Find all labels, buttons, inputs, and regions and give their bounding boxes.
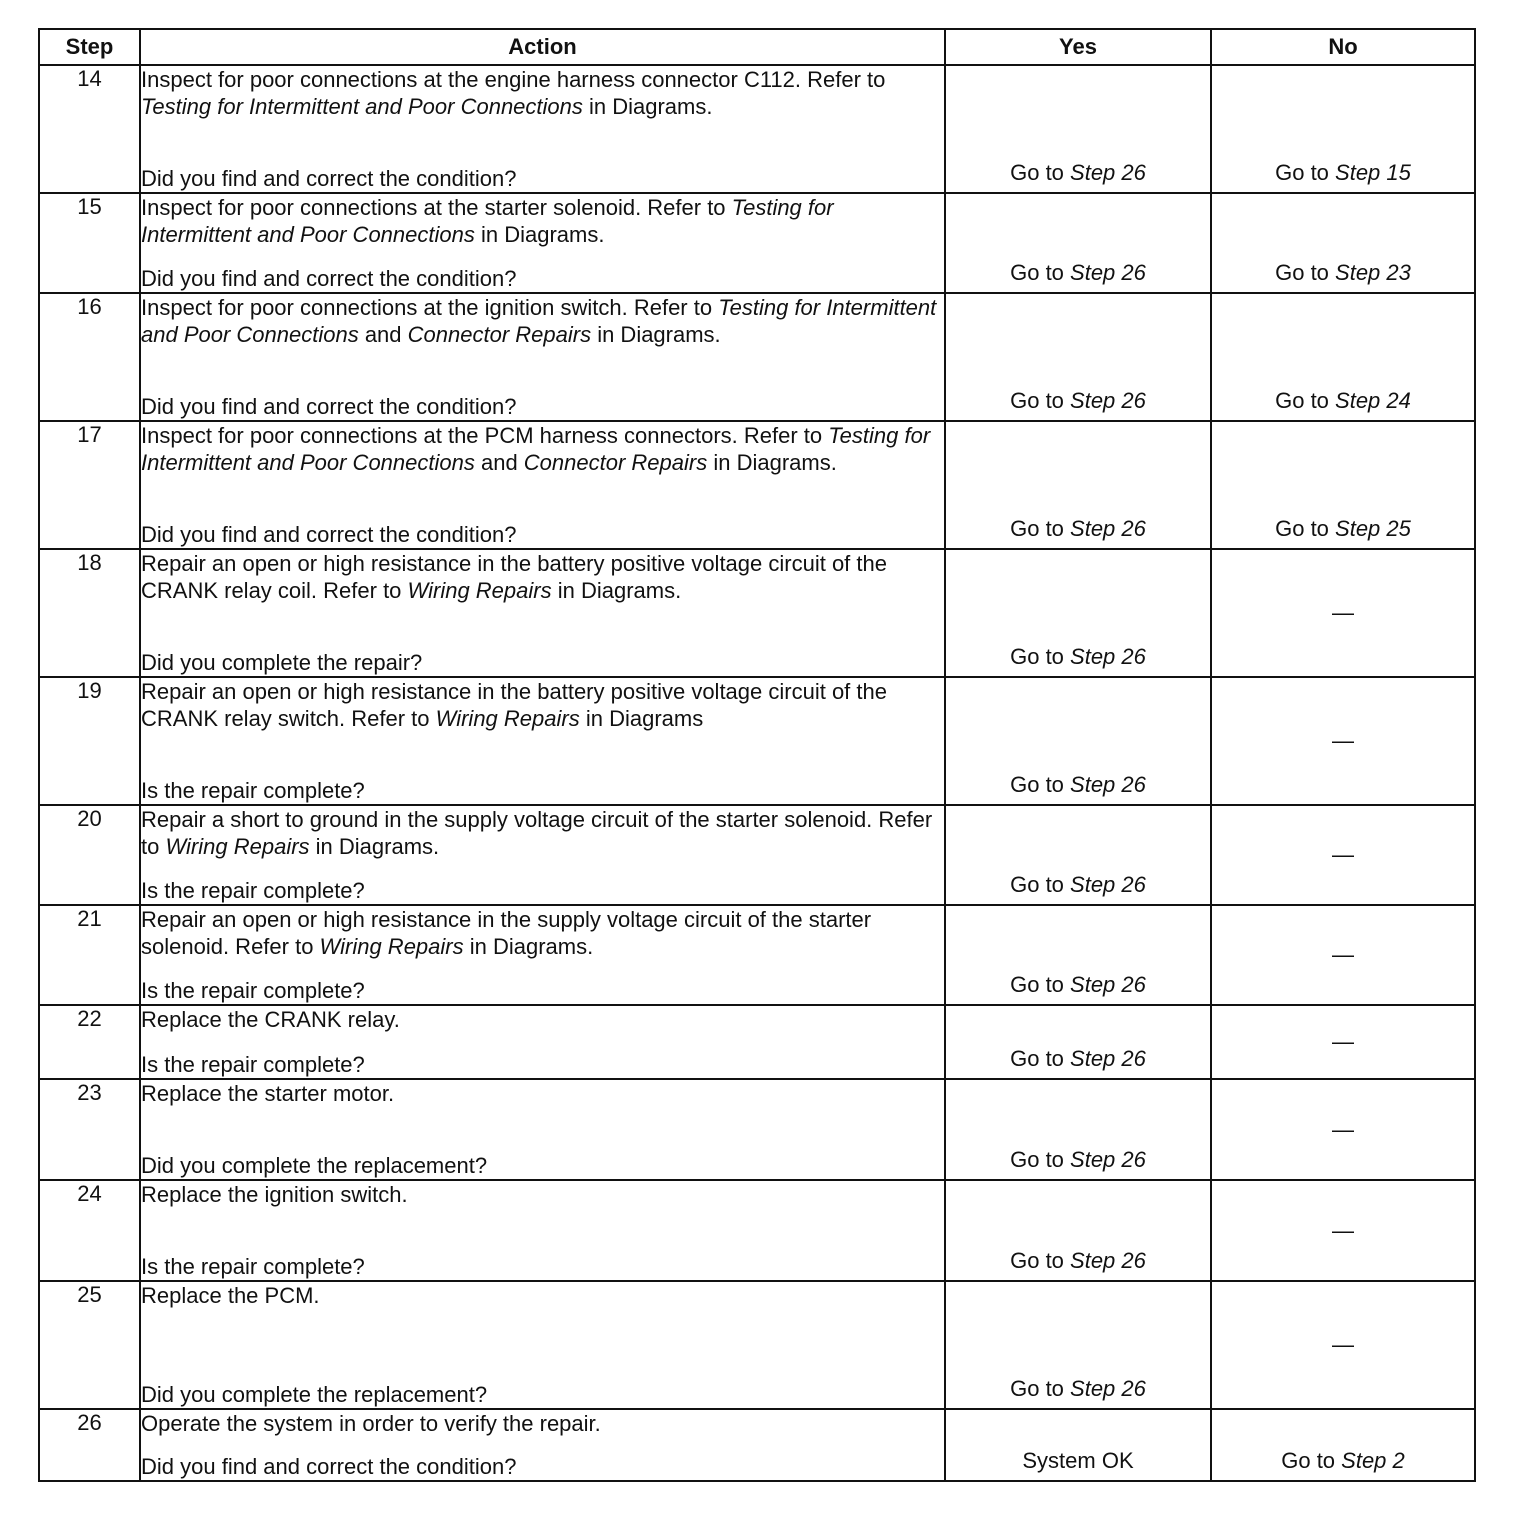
result-prefix: Go to xyxy=(1010,1147,1071,1172)
no-result xyxy=(1211,293,1475,421)
instruction-text: and xyxy=(358,322,408,347)
step-number: 26 xyxy=(39,1409,140,1481)
table-row xyxy=(39,421,1475,549)
result-prefix: Go to xyxy=(1281,1448,1342,1473)
result-step-ref: Step 26 xyxy=(1070,1248,1146,1273)
reference-title: Wiring Repairs xyxy=(319,934,464,959)
no-result xyxy=(1211,549,1475,677)
step-number: 25 xyxy=(39,1281,140,1409)
yes-result xyxy=(945,1281,1211,1409)
yes-result xyxy=(945,905,1211,1005)
no-result xyxy=(1211,1281,1475,1409)
action-content xyxy=(141,1006,944,1078)
yes-result xyxy=(945,1180,1211,1281)
no-result xyxy=(1211,193,1475,293)
action-cell xyxy=(140,193,945,293)
action-content xyxy=(141,1282,944,1408)
instruction-text: Inspect for poor connections at the PCM harness connectors. Refer to xyxy=(141,423,829,448)
action-cell xyxy=(140,677,945,805)
action-instruction xyxy=(141,1282,944,1309)
action-instruction xyxy=(141,678,944,732)
action-cell xyxy=(140,421,945,549)
yes-result xyxy=(945,549,1211,677)
result-step-ref: Step 15 xyxy=(1335,160,1411,185)
action-cell xyxy=(140,65,945,193)
result-prefix: Go to xyxy=(1010,516,1071,541)
no-column-header: No xyxy=(1211,29,1475,65)
action-cell xyxy=(140,293,945,421)
action-question: Is the repair complete? xyxy=(141,1254,365,1279)
no-result xyxy=(1211,1005,1475,1079)
yes-result xyxy=(945,421,1211,549)
result-prefix: Go to xyxy=(1275,160,1336,185)
result-step-ref: Step 26 xyxy=(1070,1376,1146,1401)
step-column-header: Step xyxy=(39,29,140,65)
yes-result xyxy=(945,1079,1211,1180)
instruction-text: Inspect for poor connections at the engine harness connector C112. Refer to xyxy=(141,67,886,92)
action-content xyxy=(141,66,944,192)
action-content xyxy=(141,294,944,420)
step-number: 14 xyxy=(39,65,140,193)
instruction-text: in Diagrams xyxy=(579,706,704,731)
no-result xyxy=(1211,1409,1475,1481)
action-question: Did you find and correct the condition? xyxy=(141,522,517,547)
step-number: 15 xyxy=(39,193,140,293)
action-question: Did you find and correct the condition? xyxy=(141,266,517,291)
table-row xyxy=(39,805,1475,905)
result-prefix: Go to xyxy=(1010,1248,1071,1273)
reference-title: Wiring Repairs xyxy=(165,834,310,859)
table-body xyxy=(39,65,1475,1481)
action-cell xyxy=(140,549,945,677)
action-instruction xyxy=(141,194,944,248)
instruction-text: Replace the starter motor. xyxy=(141,1081,395,1106)
action-question: Did you complete the repair? xyxy=(141,650,423,675)
action-content xyxy=(141,194,944,292)
table-row xyxy=(39,1409,1475,1481)
instruction-text: in Diagrams. xyxy=(474,222,605,247)
result-step-ref: Step 26 xyxy=(1070,772,1146,797)
reference-title: Wiring Repairs xyxy=(435,706,580,731)
empty-dash: — xyxy=(1332,728,1354,753)
step-number: 18 xyxy=(39,549,140,677)
action-question: Did you find and correct the condition? xyxy=(141,1454,517,1479)
table-row xyxy=(39,193,1475,293)
result-prefix: Go to xyxy=(1275,516,1336,541)
action-instruction xyxy=(141,422,944,476)
reference-title: Testing for Intermittent and Poor Connections xyxy=(141,195,834,247)
result-step-ref: Step 26 xyxy=(1070,1147,1146,1172)
result-text xyxy=(1212,1447,1474,1474)
step-number: 20 xyxy=(39,805,140,905)
instruction-text: Inspect for poor connections at the starter solenoid. Refer to xyxy=(141,195,732,220)
instruction-text: in Diagrams. xyxy=(582,94,713,119)
table-row xyxy=(39,1281,1475,1409)
result-prefix: Go to xyxy=(1275,260,1336,285)
step-number: 22 xyxy=(39,1005,140,1079)
table-row xyxy=(39,905,1475,1005)
result-text xyxy=(946,159,1210,186)
action-content xyxy=(141,1410,944,1480)
action-question: Is the repair complete? xyxy=(141,778,365,803)
result-text xyxy=(946,1447,1210,1474)
action-question: Did you find and correct the condition? xyxy=(141,394,517,419)
no-result xyxy=(1211,677,1475,805)
step-number: 23 xyxy=(39,1079,140,1180)
yes-result xyxy=(945,805,1211,905)
result-text xyxy=(1212,387,1474,414)
action-instruction xyxy=(141,1181,944,1208)
reference-title: Testing for Intermittent and Poor Connections xyxy=(141,423,931,475)
table-row xyxy=(39,677,1475,805)
table-row xyxy=(39,1005,1475,1079)
result-text xyxy=(1212,259,1474,286)
empty-dash: — xyxy=(1332,1332,1354,1357)
instruction-text: and xyxy=(474,450,524,475)
result-prefix: System OK xyxy=(1022,1448,1134,1473)
result-step-ref: Step 26 xyxy=(1070,260,1146,285)
yes-result xyxy=(945,293,1211,421)
result-text xyxy=(1212,159,1474,186)
action-cell xyxy=(140,1281,945,1409)
instruction-text: Repair an open or high resistance in the battery positive voltage circuit of the CRANK relay coil. Refer to xyxy=(141,551,887,603)
result-text xyxy=(946,971,1210,998)
instruction-text: Replace the ignition switch. xyxy=(141,1182,408,1207)
action-cell xyxy=(140,905,945,1005)
no-result xyxy=(1211,65,1475,193)
no-result xyxy=(1211,1079,1475,1180)
instruction-text: in Diagrams. xyxy=(309,834,440,859)
result-text xyxy=(1212,515,1474,542)
action-content xyxy=(141,678,944,804)
empty-dash: — xyxy=(1332,600,1354,625)
result-prefix: Go to xyxy=(1010,1046,1071,1071)
instruction-text: Repair a short to ground in the supply voltage circuit of the starter solenoid. Refer to xyxy=(141,807,933,859)
empty-dash: — xyxy=(1332,1217,1354,1243)
instruction-text: Replace the CRANK relay. xyxy=(141,1007,400,1032)
action-content xyxy=(141,422,944,548)
step-number: 19 xyxy=(39,677,140,805)
instruction-text: in Diagrams. xyxy=(463,934,594,959)
result-prefix: Go to xyxy=(1010,644,1071,669)
result-text xyxy=(946,871,1210,898)
action-content xyxy=(141,1080,944,1179)
step-number: 21 xyxy=(39,905,140,1005)
action-content xyxy=(141,806,944,904)
result-prefix: Go to xyxy=(1010,872,1071,897)
no-result xyxy=(1211,421,1475,549)
result-prefix: Go to xyxy=(1010,772,1071,797)
instruction-text: Inspect for poor connections at the ignition switch. Refer to xyxy=(141,295,719,320)
reference-title: Wiring Repairs xyxy=(407,578,552,603)
instruction-text: Repair an open or high resistance in the supply voltage circuit of the starter solenoid. Refer to xyxy=(141,907,872,959)
action-content xyxy=(141,906,944,1004)
table-row xyxy=(39,65,1475,193)
result-step-ref: Step 26 xyxy=(1070,972,1146,997)
instruction-text: in Diagrams. xyxy=(707,450,837,475)
action-question: Is the repair complete? xyxy=(141,878,365,903)
reference-title: Connector Repairs xyxy=(523,450,708,475)
table-row xyxy=(39,1180,1475,1281)
result-text xyxy=(946,259,1210,286)
instruction-text: Replace the PCM. xyxy=(141,1283,320,1308)
reference-title: Testing for Intermittent and Poor Connections xyxy=(141,94,583,119)
step-number: 24 xyxy=(39,1180,140,1281)
instruction-text: in Diagrams. xyxy=(551,578,682,603)
table-row xyxy=(39,1079,1475,1180)
yes-result xyxy=(945,65,1211,193)
result-prefix: Go to xyxy=(1010,160,1071,185)
action-instruction xyxy=(141,66,944,120)
action-question: Did you find and correct the condition? xyxy=(141,166,517,191)
yes-result xyxy=(945,1005,1211,1079)
empty-dash: — xyxy=(1332,1116,1354,1142)
result-prefix: Go to xyxy=(1010,1376,1071,1401)
empty-dash: — xyxy=(1332,842,1354,867)
table-row xyxy=(39,293,1475,421)
action-content xyxy=(141,550,944,676)
result-text xyxy=(946,1146,1210,1173)
action-instruction xyxy=(141,1006,944,1033)
action-question: Did you complete the replacement? xyxy=(141,1153,488,1178)
result-step-ref: Step 23 xyxy=(1335,260,1411,285)
action-column-header: Action xyxy=(140,29,945,65)
reference-title: Testing for Intermittent and Poor Connections xyxy=(141,295,937,347)
action-question: Is the repair complete? xyxy=(141,978,365,1003)
instruction-text: Repair an open or high resistance in the battery positive voltage circuit of the CRANK relay switch. Refer to xyxy=(141,679,887,731)
no-result xyxy=(1211,805,1475,905)
result-prefix: Go to xyxy=(1010,388,1071,413)
diagnostic-table xyxy=(38,28,1476,1482)
no-result xyxy=(1211,905,1475,1005)
result-step-ref: Step 2 xyxy=(1341,1448,1405,1473)
action-cell xyxy=(140,1005,945,1079)
result-text xyxy=(946,515,1210,542)
action-instruction xyxy=(141,550,944,604)
result-text xyxy=(946,771,1210,798)
result-step-ref: Step 26 xyxy=(1070,160,1146,185)
yes-result xyxy=(945,1409,1211,1481)
result-step-ref: Step 26 xyxy=(1070,516,1146,541)
result-prefix: Go to xyxy=(1010,972,1071,997)
yes-result xyxy=(945,677,1211,805)
instruction-text: Operate the system in order to verify the repair. xyxy=(141,1411,601,1436)
action-instruction xyxy=(141,806,944,860)
table-header-row xyxy=(39,29,1475,65)
step-number: 16 xyxy=(39,293,140,421)
result-step-ref: Step 26 xyxy=(1070,872,1146,897)
action-question: Is the repair complete? xyxy=(141,1052,365,1077)
result-step-ref: Step 26 xyxy=(1070,1046,1146,1071)
result-text xyxy=(946,1247,1210,1274)
result-step-ref: Step 24 xyxy=(1335,388,1411,413)
empty-dash: — xyxy=(1332,1029,1354,1054)
action-cell xyxy=(140,1079,945,1180)
result-step-ref: Step 25 xyxy=(1335,516,1411,541)
action-instruction xyxy=(141,906,944,960)
yes-column-header: Yes xyxy=(945,29,1211,65)
action-content xyxy=(141,1181,944,1280)
yes-result xyxy=(945,193,1211,293)
result-text xyxy=(946,1045,1210,1072)
reference-title: Connector Repairs xyxy=(407,322,592,347)
action-instruction xyxy=(141,1080,944,1107)
empty-dash: — xyxy=(1332,942,1354,967)
result-prefix: Go to xyxy=(1010,260,1071,285)
action-question: Did you complete the replacement? xyxy=(141,1382,488,1407)
result-step-ref: Step 26 xyxy=(1070,644,1146,669)
step-number: 17 xyxy=(39,421,140,549)
result-text xyxy=(946,643,1210,670)
result-text xyxy=(946,387,1210,414)
table-row xyxy=(39,549,1475,677)
result-prefix: Go to xyxy=(1275,388,1336,413)
action-cell xyxy=(140,1409,945,1481)
result-text xyxy=(946,1375,1210,1402)
action-instruction xyxy=(141,1410,944,1437)
action-cell xyxy=(140,1180,945,1281)
result-step-ref: Step 26 xyxy=(1070,388,1146,413)
action-instruction xyxy=(141,294,944,348)
instruction-text: in Diagrams. xyxy=(591,322,721,347)
no-result xyxy=(1211,1180,1475,1281)
action-cell xyxy=(140,805,945,905)
